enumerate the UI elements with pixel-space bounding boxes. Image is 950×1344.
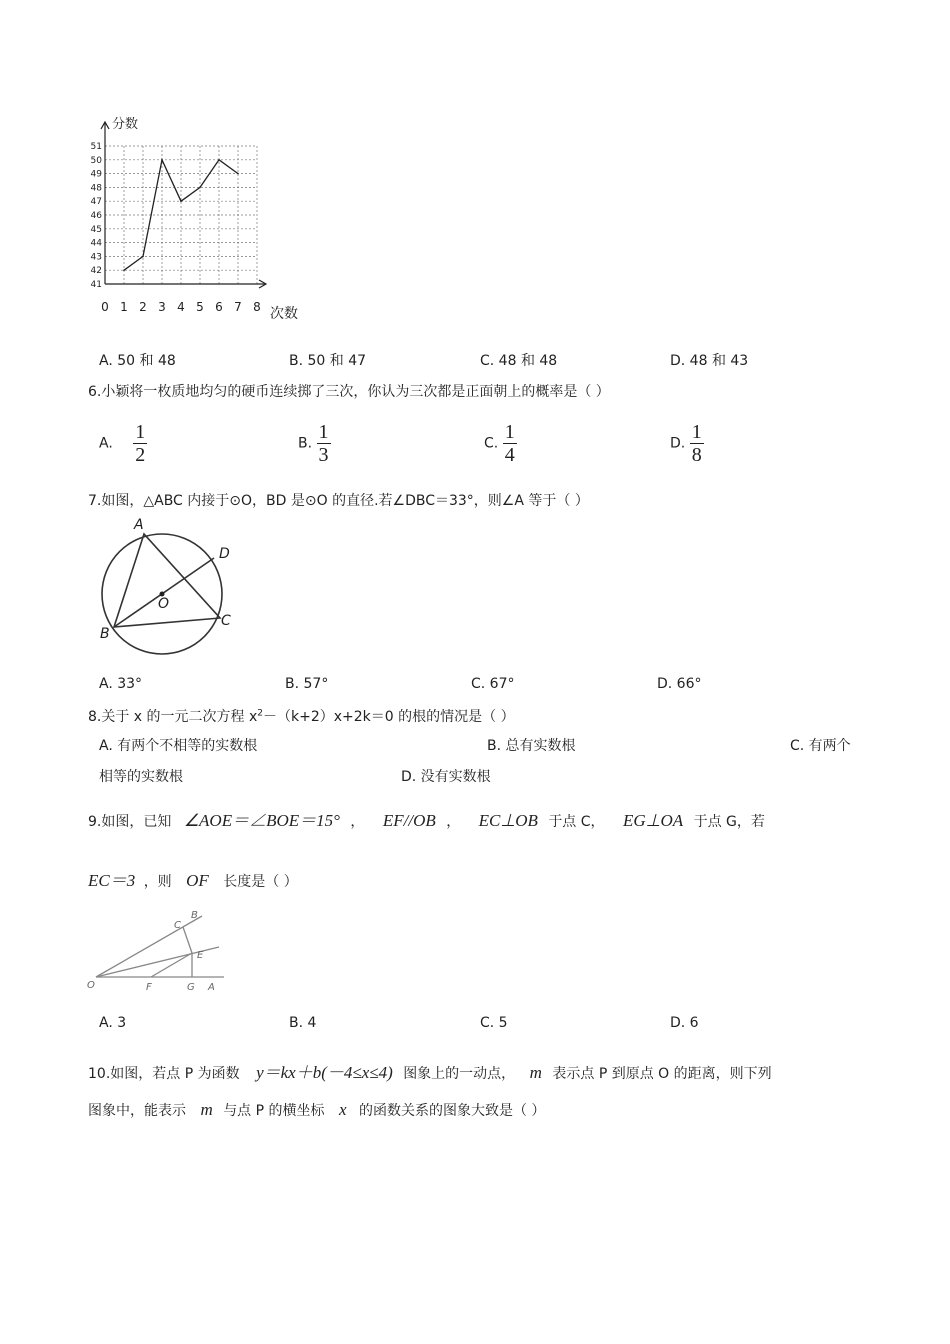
y-tick-label: 50 — [90, 155, 102, 166]
x-tick-label: 1 — [120, 300, 128, 314]
fraction-one-eighth — [690, 421, 704, 466]
x-tick-label: 2 — [139, 300, 147, 314]
chart-grid — [105, 146, 257, 284]
x-tick-labels — [101, 300, 261, 314]
q6-option-c — [484, 421, 517, 466]
x-tick-label: 5 — [196, 300, 204, 314]
y-tick-label: 45 — [90, 224, 102, 235]
q9-stem-line1 — [88, 806, 765, 831]
angle-geometry-figure — [84, 906, 234, 996]
data-point — [123, 269, 125, 271]
denominator: 3 — [318, 444, 329, 466]
q6-option-a-label: A. — [99, 435, 113, 452]
fraction-one-quarter — [503, 421, 517, 466]
q9-option-b: B. 4 — [289, 1015, 317, 1031]
x-tick-label: 0 — [101, 300, 109, 314]
q7-option-c: C. 67° — [471, 676, 515, 692]
x-tick-label: 3 — [158, 300, 166, 314]
q5-option-d: D. 48 和 43 — [670, 353, 749, 369]
q10-x-var: x — [338, 1100, 347, 1119]
q9-sep-2: ， — [446, 814, 461, 830]
label-c: C — [221, 613, 231, 629]
q9-text-3: 于点 C， — [548, 814, 605, 830]
q6-stem: 6.小颖将一枚质地均匀的硬币连续掷了三次，你认为三次都是正面朝上的概率是（ ） — [88, 384, 610, 400]
q5-option-a: A. 50 和 48 — [99, 353, 176, 369]
y-tick-label: 43 — [90, 252, 102, 263]
q7-option-d: D. 66° — [657, 676, 702, 692]
q10-function-expr: y＝kx＋b(－4≤x≤4) — [256, 1063, 393, 1082]
q8-stem-part-1: 8.关于 x 的一元二次方程 x — [88, 709, 258, 725]
chart-axes — [101, 122, 266, 288]
q6-option-d — [670, 421, 704, 466]
q8-option-c-cont: 相等的实数根 — [99, 769, 183, 785]
q10-stem-line1 — [88, 1058, 772, 1083]
denominator: 8 — [691, 444, 702, 466]
y-tick-label: 44 — [90, 238, 102, 249]
numerator: 1 — [318, 421, 329, 443]
y-tick-label: 48 — [90, 183, 102, 194]
q10-stem-line2 — [88, 1100, 545, 1120]
q8-stem-part-2: －（k+2）x+2k＝0 的根的情况是（ ） — [263, 709, 515, 725]
label-b: B — [100, 626, 110, 642]
label-o: O — [158, 596, 170, 612]
score-line-chart — [85, 115, 315, 330]
q10-text-4: 与点 P 的横坐标 — [223, 1103, 325, 1119]
data-point — [218, 159, 220, 161]
q5-option-c: C. 48 和 48 — [480, 353, 558, 369]
y-tick-label: 41 — [90, 280, 102, 290]
q5-option-b: B. 50 和 47 — [289, 353, 367, 369]
q9-option-d: D. 6 — [670, 1015, 699, 1031]
q9-text-4: 于点 G，若 — [693, 814, 765, 830]
q7-stem: 7.如图，△ABC 内接于⊙O，BD 是⊙O 的直径.若∠DBC＝33°，则∠A 等于（ ） — [88, 493, 589, 509]
label-c: C — [174, 920, 181, 931]
q8-option-c: C. 有两个 — [790, 738, 851, 754]
x-tick-label: 8 — [253, 300, 261, 314]
y-tick-label: 47 — [90, 197, 102, 208]
q7-option-b: B. 57° — [285, 676, 329, 692]
y-tick-label: 51 — [90, 142, 102, 152]
label-b: B — [191, 910, 198, 921]
label-g: G — [187, 982, 195, 993]
q9-sep-1: ， — [350, 814, 365, 830]
data-point — [161, 159, 163, 161]
q6-option-b-label: B. — [298, 435, 313, 452]
x-tick-label: 7 — [234, 300, 242, 314]
segment-ef — [151, 953, 192, 977]
data-point — [199, 187, 201, 189]
x-tick-label: 6 — [215, 300, 223, 314]
q9-prefix: 9.如图，已知 — [88, 814, 172, 830]
label-d: D — [219, 546, 230, 562]
q8-option-a: A. 有两个不相等的实数根 — [99, 738, 258, 754]
q9-perp-expr-2: EG⊥OA — [623, 811, 684, 830]
q8-exponent: 2 — [257, 708, 264, 719]
numerator: 1 — [135, 421, 146, 443]
data-point — [237, 173, 239, 175]
q9-text-5: ，则 — [143, 874, 172, 890]
q9-option-a: A. 3 — [99, 1015, 127, 1031]
x-axis-label: 次数 — [270, 306, 298, 322]
q6-option-c-label: C. — [484, 435, 499, 452]
q9-perp-expr-1: EC⊥OB — [478, 811, 538, 830]
q9-stem-line2 — [88, 866, 298, 891]
y-tick-label: 46 — [90, 211, 102, 221]
x-tick-label: 4 — [177, 300, 185, 314]
q10-text-2: 表示点 P 到原点 O 的距离，则下列 — [552, 1066, 772, 1082]
fraction-one-third — [317, 421, 331, 466]
label-e: E — [197, 950, 204, 961]
y-tick-label: 42 — [90, 266, 102, 277]
numerator: 1 — [691, 421, 702, 443]
q9-parallel-expr: EF//OB — [382, 811, 436, 830]
triangle-abc — [114, 534, 220, 627]
q9-angle-expr: ∠AOE＝∠BOE＝15° — [183, 811, 340, 830]
q6-option-a — [99, 421, 147, 466]
y-axis-label: 分数 — [112, 117, 139, 132]
data-point — [180, 200, 182, 202]
q6-option-b — [298, 421, 331, 466]
q9-text-6: 长度是（ ） — [223, 874, 298, 890]
q10-m-var: m — [529, 1063, 542, 1082]
q7-option-a: A. 33° — [99, 676, 143, 692]
q8-option-b: B. 总有实数根 — [487, 738, 576, 754]
label-a: A — [134, 517, 144, 533]
data-point — [142, 256, 144, 258]
q8-option-d: D. 没有实数根 — [401, 769, 491, 785]
ray-ob — [96, 916, 202, 977]
q9-ec-value: EC＝3 — [88, 871, 136, 890]
q10-text-3: 图象中，能表示 — [88, 1103, 186, 1119]
q10-text-1: 图象上的一动点， — [403, 1066, 516, 1082]
q9-of-expr: OF — [186, 871, 209, 890]
q8-stem — [88, 706, 515, 726]
y-tick-label: 49 — [90, 169, 102, 180]
circle-triangle-figure — [94, 512, 244, 662]
denominator: 2 — [135, 444, 146, 466]
fraction-one-half — [133, 421, 147, 466]
segment-ec — [183, 927, 192, 953]
y-tick-labels — [91, 142, 103, 290]
q10-prefix: 10.如图，若点 P 为函数 — [88, 1066, 240, 1082]
q10-m-var-2: m — [200, 1100, 213, 1119]
q9-option-c: C. 5 — [480, 1015, 508, 1031]
q6-option-d-label: D. — [670, 435, 686, 452]
label-o: O — [87, 980, 95, 991]
q10-text-5: 的函数关系的图象大致是（ ） — [358, 1103, 546, 1119]
denominator: 4 — [504, 444, 515, 466]
label-a: A — [208, 982, 215, 993]
label-f: F — [146, 982, 152, 993]
numerator: 1 — [504, 421, 515, 443]
